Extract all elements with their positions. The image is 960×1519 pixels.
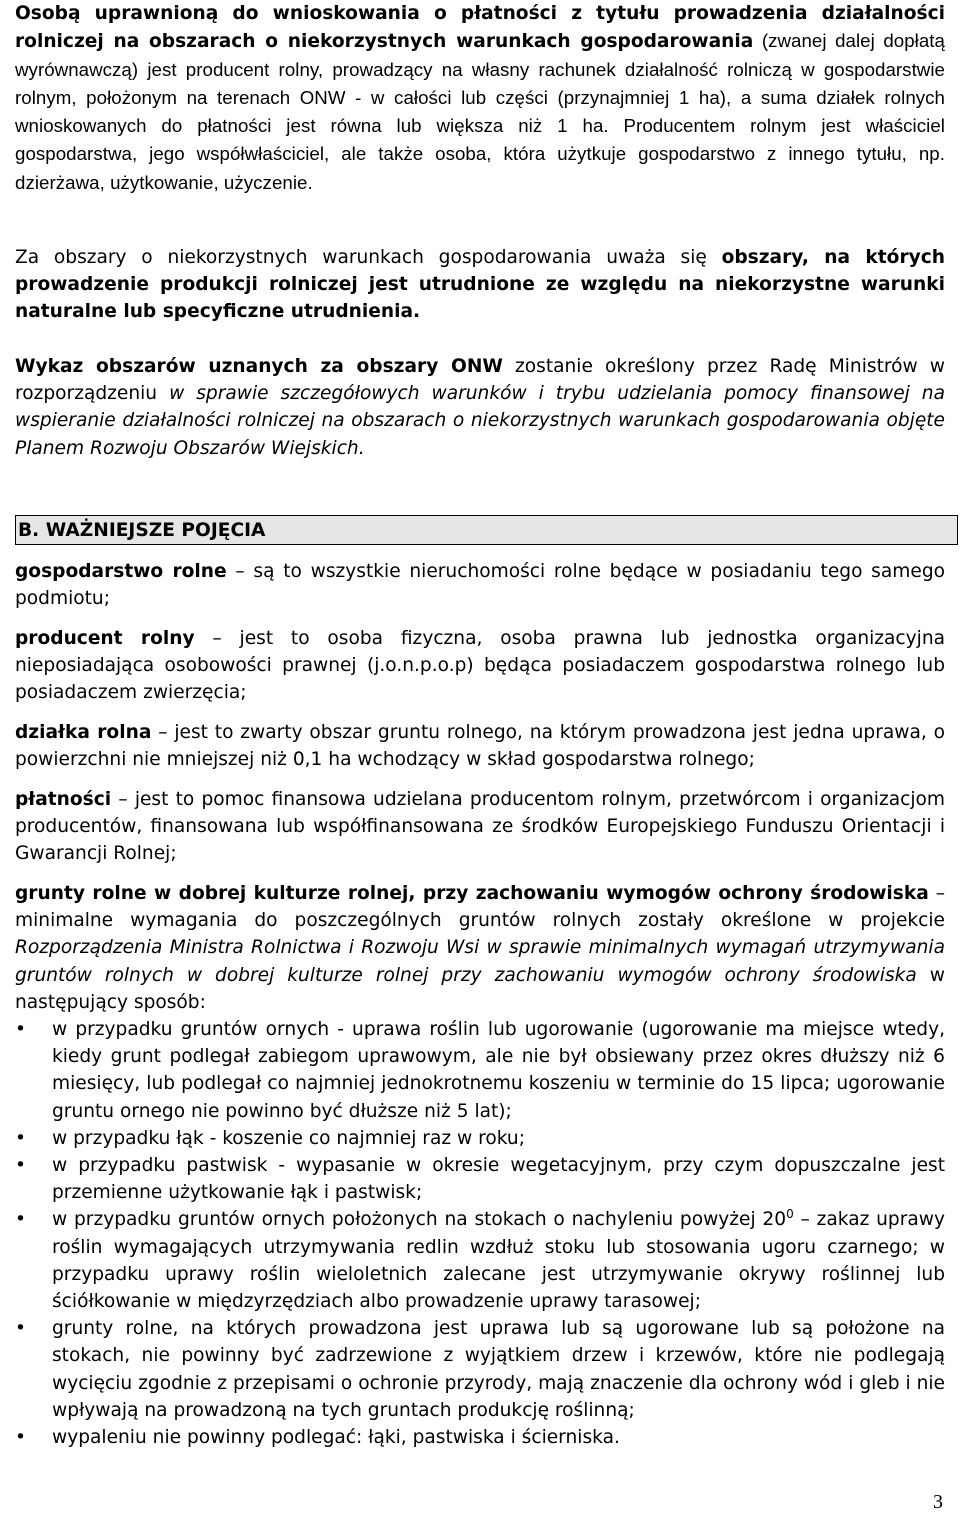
list-item — [15, 1424, 945, 1451]
list-item-text: grunty rolne, na których prowadzona jest uprawa lub są ugorowane lub są położone na stokach, nie powinny być zadrzewione z wyjątkiem drzew i krzewów, które nie podlegają wycięciu zgodnie z przepisami o ochronie przyrody, mają znaczenie dla ochrony wód i gleb i nie wpływają na prowadzoną na tych gruntach produkcję roślinną; — [52, 1318, 945, 1421]
bullet-icon: • — [15, 1127, 26, 1149]
gap-italic: Rozporządzenia Ministra Rolnictwa i Rozwoju Wsi w sprawie minimalnych wymagań utrzymywania gruntów rolnych w dobrej kulturze rolnej przy zachowaniu wymogów ochrony środowiska — [15, 937, 945, 986]
intro-p1-text: (zwanej dalej dopłatą wyrównawczą) jest producent rolny, prowadzący na własny rachunek działalność rolniczą w gospodarstwie rolnym, położonym na terenach ONW - w całości lub części (przynajmniej 1 ha), a suma działek rolnych wnioskowanych do płatności jest równa lub większa niż 1 ha. Producentem rolnym jest właściciel gospodarstwa, jego współwłaściciel, ale także osoba, która użytkuje gospodarstwo z innego tytułu, np. dzierżawa, użytkowanie, użyczenie. — [15, 30, 945, 193]
gap-dash: – — [928, 883, 945, 904]
definition-item — [15, 558, 945, 612]
section-header — [15, 515, 958, 545]
definition-dash: – — [111, 789, 135, 810]
bullet-icon: • — [15, 1209, 26, 1231]
list-item — [15, 1125, 945, 1152]
list-item-text-cont: – zakaz uprawy roślin wymagających utrzymywania redlin wzdłuż stoku lub stosowania ugoru czarnego; w przypadku uprawy roślin wieloletnich zalecane jest utrzymywanie okrywy roślinnej lub ściółkowanie w międzyrzędziach albo prowadzenie uprawy tarasowej; — [52, 1209, 945, 1313]
definition-item — [15, 625, 945, 707]
intro-p1-bold: Osobą uprawnioną do wnioskowania o płatności z tytułu prowadzenia działalności rolniczej na obszarach o niekorzystnych warunkach gospodarowania — [15, 3, 945, 53]
intro-p2-text: Za obszary o niekorzystnych warunkach gospodarowania uważa się — [15, 247, 722, 268]
gap-text-2: w następujący sposób: — [15, 964, 945, 1013]
list-item — [15, 1152, 945, 1206]
bullet-icon: • — [15, 1318, 26, 1340]
definition-text: jest to zwarty obszar gruntu rolnego, na którym prowadzona jest jedna uprawa, o powierzchni nie mniejszej niż 0,1 ha wchodzący w skład gospodarstwa rolnego; — [15, 722, 945, 771]
bullet-icon: • — [15, 1019, 26, 1040]
bullet-icon: • — [15, 1427, 26, 1449]
definition-dash: – — [151, 722, 175, 743]
requirements-list — [15, 1016, 945, 1451]
section-title: B. WAŻNIEJSZE POJĘCIA — [18, 520, 266, 541]
gap-term: grunty rolne w dobrej kulturze rolnej, przy zachowaniu wymogów ochrony środowiska — [15, 883, 929, 904]
gap-definition — [15, 880, 945, 1016]
definition-item — [15, 719, 945, 773]
definition-dash: – — [194, 628, 240, 649]
list-item-text: w przypadku gruntów ornych położonych na stokach o nachyleniu powyżej 20 — [52, 1209, 787, 1231]
bullet-icon: • — [15, 1155, 26, 1177]
intro-p3-bold: Wykaz obszarów uznanych za obszary ONW — [15, 356, 503, 377]
definition-term: działka rolna — [15, 722, 152, 743]
list-item-text: w przypadku pastwisk - wypasanie w okresie wegetacyjnym, przy czym dopuszczalne jest przemienne użytkowanie łąk i pastwisk; — [52, 1155, 945, 1204]
list-item-text: w przypadku gruntów ornych - uprawa roślin lub ugorowanie (ugorowanie ma miejsce wtedy, kiedy grunt podlegał zabiegom uprawowym, ale nie był obsiewany przez okres dłuższy niż 6 miesięcy, lub podlegał co najmniej jednokrotnemu koszeniu w terminie do 15 lipca; ugorowanie gruntu ornego nie powinno być dłuższe niż 5 lat); — [52, 1019, 945, 1122]
definition-term: płatności — [15, 789, 112, 810]
intro-paragraph-3 — [15, 353, 945, 462]
gap-text-1: minimalne wymagania do poszczególnych gruntów rolnych zostały określone w projekcie — [15, 910, 945, 932]
intro-paragraph-1 — [15, 0, 945, 197]
intro-p3-italic: w sprawie szczegółowych warunków i trybu udzielania pomocy finansowej na wspieranie działalności rolniczej na obszarach o niekorzystnych warunkach gospodarowania objęte Planem Rozwoju Obszarów Wiejskich. — [15, 383, 945, 459]
intro-p3-text: zostanie określony przez Radę Ministrów w rozporządzeniu — [15, 356, 945, 405]
definition-item — [15, 786, 945, 868]
definition-dash: – — [226, 561, 254, 582]
intro-p2-bold: obszary, na których prowadzenie produkcji rolniczej jest utrudnione ze względu na niekorzystne warunki naturalne lub specyficzne utrudnienia. — [15, 247, 945, 323]
list-item — [15, 1315, 945, 1424]
definition-term: gospodarstwo rolne — [15, 561, 227, 582]
list-item-text: wypaleniu nie powinny podlegać: łąki, pastwiska i ścierniska. — [52, 1427, 620, 1449]
list-item — [15, 1206, 945, 1315]
definition-text: jest to osoba fizyczna, osoba prawna lub jednostka organizacyjna nieposiadająca osobowości prawnej (j.o.n.p.o.p) będąca posiadaczem gospodarstwa rolnego lub posiadaczem zwierzęcia; — [15, 628, 945, 704]
definition-text: jest to pomoc finansowa udzielana producentom rolnym, przetwórcom i organizacjom producentów, finansowana lub współfinansowana ze środków Europejskiego Funduszu Orientacji i Gwarancji Rolnej; — [15, 789, 946, 865]
list-item-text: w przypadku łąk - koszenie co najmniej raz w roku; — [52, 1127, 525, 1149]
page-number: 3 — [933, 1491, 943, 1513]
list-item — [15, 1016, 945, 1125]
definition-term: producent rolny — [15, 628, 195, 649]
degree-superscript: 0 — [786, 1207, 794, 1222]
intro-paragraph-2 — [15, 244, 945, 326]
definition-text: są to wszystkie nieruchomości rolne będące w posiadaniu tego samego podmiotu; — [15, 561, 945, 610]
